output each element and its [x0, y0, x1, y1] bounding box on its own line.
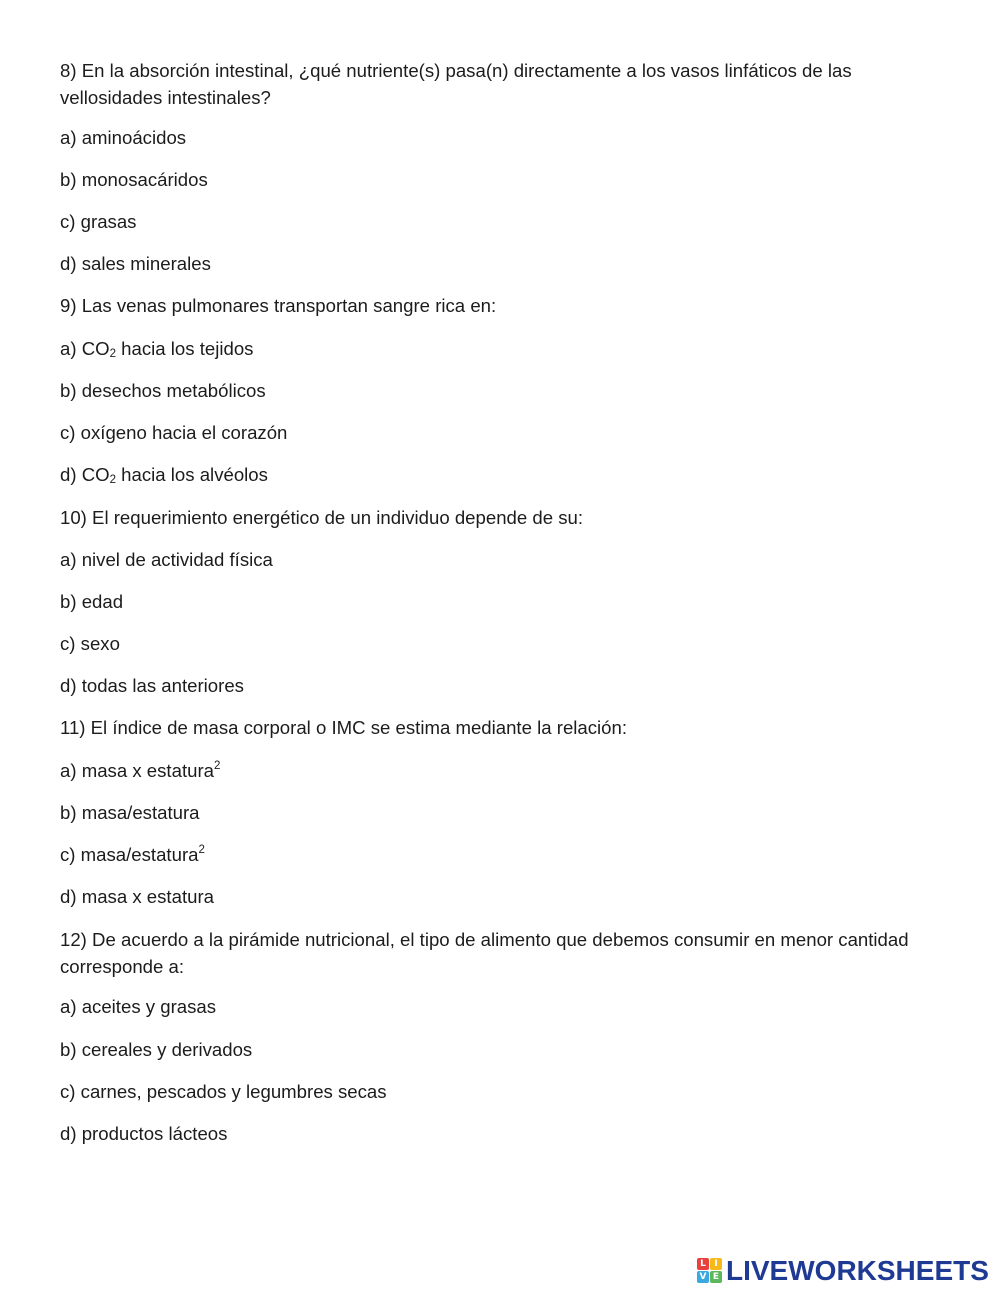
question-10-option-a[interactable]: a) nivel de actividad física	[60, 549, 273, 570]
question-8-stem: 8) En la absorción intestinal, ¿qué nutriente(s) pasa(n) directamente a los vasos linfáticos de las vellosidades intestinales?	[60, 60, 852, 108]
subscript: 2	[109, 348, 116, 360]
logo-block-e: E	[710, 1271, 722, 1283]
superscript: 2	[198, 844, 205, 856]
question-10-option-d[interactable]: d) todas las anteriores	[60, 675, 244, 696]
question-8-option-b[interactable]: b) monosacáridos	[60, 169, 208, 190]
logo-block-i: I	[710, 1258, 722, 1270]
question-10-option-c[interactable]: c) sexo	[60, 633, 120, 654]
question-9-stem: 9) Las venas pulmonares transportan sangre rica en:	[60, 295, 497, 316]
option-text: a) masa x estatura	[60, 760, 214, 781]
question-11-stem: 11) El índice de masa corporal o IMC se estima mediante la relación:	[60, 717, 628, 738]
question-12-option-a[interactable]: a) aceites y grasas	[60, 996, 217, 1017]
question-12-stem: 12) De acuerdo a la pirámide nutricional, el tipo de alimento que debemos consumir en menor cantidad corresponde a:	[60, 929, 909, 977]
logo-blocks-icon	[697, 1258, 723, 1284]
option-text: hacia los tejidos	[116, 338, 254, 359]
question-9-option-a[interactable]	[60, 335, 253, 366]
question-9-option-d[interactable]	[60, 461, 268, 492]
option-text: a) CO	[60, 338, 110, 359]
option-text: c) masa/estatura	[60, 844, 199, 865]
logo-block-l: L	[697, 1258, 709, 1270]
question-9-option-b[interactable]: b) desechos metabólicos	[60, 380, 266, 401]
question-11-option-c[interactable]	[60, 841, 205, 872]
question-10-stem: 10) El requerimiento energético de un individuo depende de su:	[60, 507, 584, 528]
question-8-option-d[interactable]: d) sales minerales	[60, 253, 211, 274]
superscript: 2	[213, 760, 221, 772]
subscript: 2	[109, 474, 116, 486]
question-12-option-b[interactable]: b) cereales y derivados	[60, 1039, 253, 1060]
logo-block-v: V	[697, 1271, 709, 1283]
question-11-option-a[interactable]	[60, 757, 220, 788]
question-10-option-b[interactable]: b) edad	[60, 591, 124, 612]
question-12-option-d[interactable]: d) productos lácteos	[60, 1123, 228, 1144]
option-text: hacia los alvéolos	[116, 464, 268, 485]
question-9-option-c[interactable]: c) oxígeno hacia el corazón	[60, 422, 288, 443]
question-8-option-a[interactable]: a) aminoácidos	[60, 127, 187, 148]
question-11-option-d[interactable]: d) masa x estatura	[60, 886, 214, 907]
liveworksheets-logo	[697, 1256, 997, 1286]
question-11-option-b[interactable]: b) masa/estatura	[60, 802, 200, 823]
option-text: d) CO	[60, 464, 110, 485]
logo-text: LIVEWORKSHEETS	[726, 1255, 989, 1286]
question-8-option-c[interactable]: c) grasas	[60, 211, 137, 232]
question-12-option-c[interactable]: c) carnes, pescados y legumbres secas	[60, 1081, 387, 1102]
